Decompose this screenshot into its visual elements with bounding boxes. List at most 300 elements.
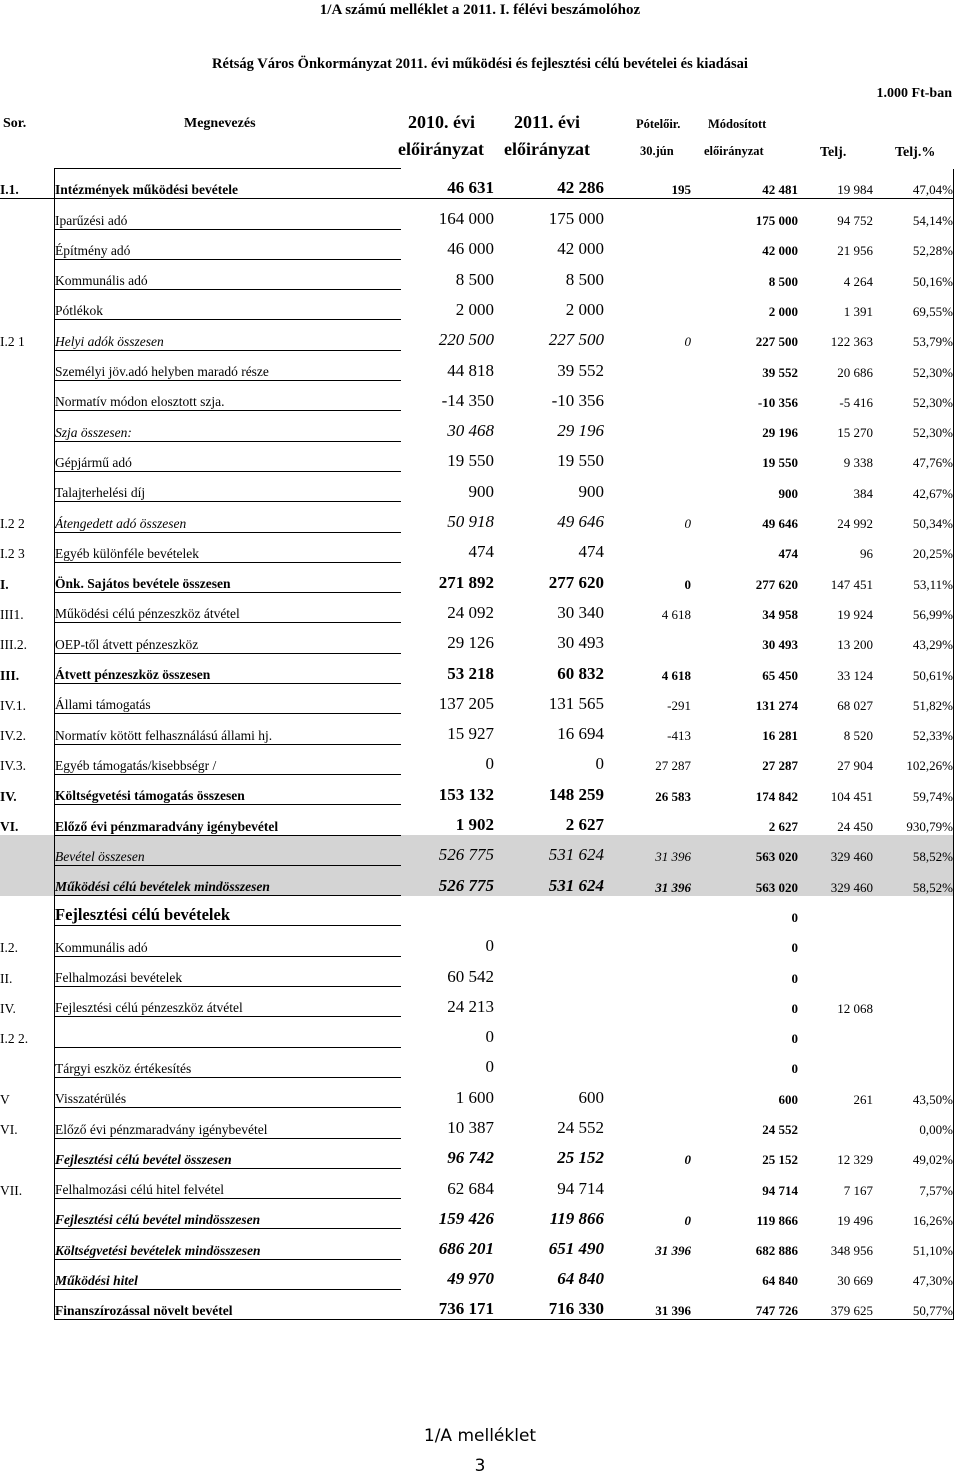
cell-c5: 384	[853, 485, 873, 501]
table-row	[0, 1077, 954, 1107]
cell-sor	[0, 229, 55, 259]
cell-c5	[798, 1017, 873, 1047]
cell-c3: 0	[684, 334, 691, 350]
cell-c3	[604, 623, 691, 653]
cell-c5: 30 669	[837, 1273, 873, 1289]
cell-c4: 0	[791, 970, 798, 986]
cell-c6	[873, 956, 954, 986]
cell-c1: 1 902	[455, 815, 494, 835]
cell-sor	[0, 441, 55, 471]
cell-c2: 277 620	[548, 572, 604, 592]
cell-sor: IV.	[0, 1000, 16, 1016]
budget-table	[0, 168, 954, 1320]
cell-name: Állami támogatás	[55, 684, 402, 714]
table-row	[0, 502, 954, 532]
cell-c2: -10 356	[551, 390, 604, 410]
cell-c3: 4 618	[661, 667, 691, 683]
cell-sor	[0, 290, 55, 320]
col-header-modositott-line2: előirányzat	[704, 144, 764, 158]
cell-c1: 62 684	[447, 1178, 494, 1198]
cell-name: Szja összesen:	[55, 411, 402, 441]
cell-name: Iparűzési adó	[55, 199, 402, 229]
cell-c1: 24 092	[447, 602, 494, 622]
table-row	[0, 229, 954, 259]
cell-name: Működési célú pénzeszköz átvétel	[55, 593, 402, 623]
cell-c6	[873, 1017, 954, 1047]
cell-c6: 43,29%	[873, 623, 954, 653]
cell-c4: 119 866	[756, 1212, 798, 1228]
cell-sor	[0, 896, 55, 926]
cell-c5	[798, 1047, 873, 1077]
cell-c4: 600	[778, 1091, 798, 1107]
cell-c5: 1 391	[843, 303, 873, 319]
table-row	[0, 320, 954, 350]
col-header-potelo-line1: Pótelőir.	[636, 117, 681, 131]
cell-sor	[0, 1199, 55, 1229]
cell-c4: 0	[791, 1061, 798, 1077]
cell-c4: 16 281	[762, 728, 798, 744]
document-title: 1/A számú melléklet a 2011. I. félévi beszámolóhoz	[319, 2, 641, 18]
cell-sor: I.2 1	[0, 334, 25, 350]
cell-c1: 30 468	[447, 421, 494, 441]
cell-sor	[0, 1138, 55, 1168]
cell-sor	[0, 865, 55, 895]
table-row	[0, 1017, 954, 1047]
cell-c4: 0	[791, 940, 798, 956]
cell-c6: 50,34%	[873, 502, 954, 532]
cell-name: Felhalmozási célú hitel felvétel	[55, 1168, 402, 1198]
cell-c1: 0	[485, 1027, 494, 1047]
cell-c5: 19 984	[837, 182, 873, 198]
cell-c4: 682 886	[755, 1243, 798, 1259]
cell-c1: 526 775	[401, 865, 494, 895]
cell-c3	[604, 290, 691, 320]
cell-c6: 0,00%	[873, 1108, 954, 1138]
cell-name: Gépjármű adó	[55, 441, 402, 471]
cell-c5: 21 956	[837, 243, 873, 259]
cell-c1: 0	[485, 754, 494, 774]
cell-sor: V	[0, 1091, 10, 1107]
cell-c2: 16 694	[557, 724, 604, 744]
cell-c3	[604, 987, 691, 1017]
cell-c6: 54,14%	[873, 199, 954, 229]
cell-sor	[0, 471, 55, 501]
cell-sor	[0, 1259, 55, 1289]
table-row	[0, 1259, 954, 1289]
cell-c5: 33 124	[837, 667, 873, 683]
cell-sor: IV.2.	[0, 728, 27, 744]
cell-c6: 47,04%	[873, 169, 954, 199]
cell-c6: 53,11%	[873, 562, 954, 592]
cell-c2: 30 340	[557, 602, 604, 622]
cell-c2: 0	[595, 754, 604, 774]
cell-c5: 12 329	[837, 1152, 873, 1168]
cell-c6: 930,79%	[873, 805, 954, 835]
cell-c5	[798, 956, 873, 986]
cell-name: Átvett pénzeszköz összesen	[55, 653, 402, 683]
cell-c6: 50,61%	[873, 653, 954, 683]
col-header-telj: Telj.	[820, 145, 847, 160]
cell-c3: 31 396	[604, 865, 691, 895]
cell-c5: 96	[860, 546, 873, 562]
cell-name: Finanszírozással növelt bevétel	[55, 1289, 402, 1319]
cell-c5: 20 686	[837, 364, 873, 380]
cell-c3	[604, 471, 691, 501]
cell-sor: I.2.	[0, 940, 18, 956]
table-row	[0, 350, 954, 380]
cell-c6: 52,28%	[873, 229, 954, 259]
col-header-name: Megnevezés	[184, 116, 256, 131]
cell-c3	[604, 956, 691, 986]
cell-c4: 277 620	[755, 576, 798, 592]
table-row	[0, 532, 954, 562]
cell-c4: -10 356	[757, 394, 798, 410]
cell-c3	[604, 441, 691, 471]
cell-c5: 15 270	[837, 425, 873, 441]
footer-label: 1/A melléklet	[423, 1426, 537, 1446]
cell-name: Helyi adók összesen	[55, 320, 402, 350]
cell-c3: 0	[684, 1152, 691, 1168]
cell-c1: 15 927	[447, 724, 494, 744]
cell-c3	[604, 1017, 691, 1047]
cell-name: Egyéb támogatás/kisebbségr /	[55, 744, 402, 774]
cell-c5: 9 338	[843, 455, 873, 471]
cell-c2	[494, 987, 604, 1017]
table-row	[0, 411, 954, 441]
table-row	[0, 199, 954, 229]
cell-c6: 52,30%	[873, 350, 954, 380]
cell-c4: 563 020	[691, 865, 798, 895]
document-subtitle: Rétság Város Önkormányzat 2011. évi működési és fejlesztési célú bevételei és kiadásai	[212, 56, 748, 72]
cell-sor: IV.1.	[0, 697, 27, 713]
cell-c3	[604, 1077, 691, 1107]
cell-c3: 0	[684, 1212, 691, 1228]
cell-c3	[604, 1108, 691, 1138]
cell-sor: VI.	[0, 1122, 18, 1137]
cell-name: Bevétel összesen	[55, 835, 402, 865]
col-header-telj-pct: Telj.%	[895, 145, 936, 160]
cell-c6: 69,55%	[873, 290, 954, 320]
cell-c2: 49 646	[557, 512, 604, 532]
cell-c6: 58,52%	[873, 865, 954, 895]
cell-c4: 24 552	[762, 1122, 798, 1137]
cell-c1: 159 426	[438, 1208, 494, 1228]
cell-c6: 47,76%	[873, 441, 954, 471]
cell-c4: 19 550	[762, 455, 798, 471]
cell-name: Fejlesztési célú bevétel összesen	[55, 1138, 402, 1168]
cell-c5: 7 167	[843, 1182, 873, 1198]
cell-c5: 12 068	[837, 1000, 873, 1016]
cell-c6: 50,77%	[873, 1289, 954, 1319]
cell-c4: 42 000	[762, 243, 798, 259]
cell-c4: 563 020	[691, 835, 798, 865]
table-row	[0, 684, 954, 714]
table-row	[0, 1138, 954, 1168]
cell-c3	[604, 1168, 691, 1198]
cell-c2: 60 832	[557, 663, 604, 683]
cell-sor: IV.	[0, 788, 17, 804]
table-row	[0, 1108, 954, 1138]
cell-name: Intézmények működési bevétele	[55, 169, 402, 199]
cell-c2: 600	[578, 1087, 604, 1107]
cell-c5: 261	[853, 1091, 873, 1107]
cell-c2: 30 493	[557, 633, 604, 653]
cell-c5: 24 450	[837, 819, 873, 835]
table-row	[0, 471, 954, 501]
cell-c5	[798, 926, 873, 956]
cell-c1: 0	[485, 936, 494, 956]
cell-c4: 94 714	[762, 1182, 798, 1198]
cell-c5: -5 416	[839, 394, 873, 410]
cell-name: Egyéb különféle bevételek	[55, 532, 402, 562]
cell-name: Fejlesztési célú bevétel mindösszesen	[55, 1199, 402, 1229]
cell-name: Költségvetési bevételek mindösszesen	[55, 1229, 402, 1259]
cell-c2: 19 550	[557, 451, 604, 471]
cell-sor: III.2.	[0, 637, 27, 653]
cell-sor: I.1.	[0, 182, 19, 198]
cell-c6: 51,82%	[873, 684, 954, 714]
cell-sor: I.2 2	[0, 516, 25, 532]
cell-sor: VI.	[0, 819, 19, 835]
cell-c2: 531 624	[494, 865, 604, 895]
cell-c2: 651 490	[548, 1239, 604, 1259]
cell-c5: 8 520	[843, 728, 873, 744]
cell-c2	[494, 896, 604, 926]
table-row	[0, 714, 954, 744]
cell-c2: 64 840	[557, 1269, 604, 1289]
cell-sor	[0, 1229, 55, 1259]
cell-sor	[0, 411, 55, 441]
cell-c6: 52,30%	[873, 411, 954, 441]
cell-c2: 8 500	[565, 269, 604, 289]
cell-c6: 7,57%	[873, 1168, 954, 1198]
col-header-2011-line2: előirányzat	[504, 139, 590, 159]
table-row	[0, 1289, 954, 1319]
cell-c3: 0	[684, 516, 691, 532]
cell-c2: 39 552	[557, 360, 604, 380]
cell-c4: 42 481	[762, 182, 798, 198]
cell-c3	[604, 259, 691, 289]
cell-c2	[494, 1017, 604, 1047]
cell-c1: 137 205	[438, 693, 494, 713]
cell-c2: 42 000	[557, 239, 604, 259]
cell-c2: 25 152	[557, 1148, 604, 1168]
cell-c5: 13 200	[837, 637, 873, 653]
cell-c3: 31 396	[604, 835, 691, 865]
cell-c2	[494, 1047, 604, 1077]
cell-name: Költségvetési támogatás összesen	[55, 774, 402, 804]
cell-sor	[0, 1289, 55, 1319]
cell-name: Normatív kötött felhasználású állami hj.	[55, 714, 402, 744]
table-row	[0, 653, 954, 683]
cell-name: Átengedett adó összesen	[55, 502, 402, 532]
cell-c6	[873, 896, 954, 926]
cell-c2: 175 000	[494, 199, 604, 229]
cell-c5: 24 992	[837, 516, 873, 532]
cell-c6: 56,99%	[873, 593, 954, 623]
cell-c1: 53 218	[447, 663, 494, 683]
cell-c1: 164 000	[401, 199, 494, 229]
col-header-modositott-line1: Módosított	[708, 117, 767, 131]
cell-c3	[604, 350, 691, 380]
cell-c1: 220 500	[438, 330, 494, 350]
cell-c2	[494, 926, 604, 956]
cell-name: Fejlesztési célú pénzeszköz átvétel	[55, 987, 402, 1017]
cell-c1: 526 775	[401, 835, 494, 865]
cell-c3: 27 287	[655, 758, 691, 774]
cell-c5: 104 451	[830, 788, 873, 804]
cell-c4: 39 552	[762, 364, 798, 380]
cell-c2: 29 196	[557, 421, 604, 441]
cell-c4: 2 627	[768, 819, 798, 835]
table-row	[0, 381, 954, 411]
cell-c6: 43,50%	[873, 1077, 954, 1107]
cell-sor: III1.	[0, 606, 24, 622]
cell-c1: 49 970	[447, 1269, 494, 1289]
table-row	[0, 441, 954, 471]
cell-c5: 4 264	[843, 273, 873, 289]
cell-c2: 94 714	[557, 1178, 604, 1198]
cell-c6	[873, 987, 954, 1017]
cell-c3: 31 396	[655, 1243, 691, 1259]
cell-c4: 34 958	[762, 606, 798, 622]
cell-c3: 31 396	[604, 1289, 691, 1319]
cell-c1: 271 892	[438, 572, 494, 592]
table-row	[0, 1229, 954, 1259]
table-row	[0, 623, 954, 653]
cell-sor	[0, 350, 55, 380]
cell-c6: 47,30%	[873, 1259, 954, 1289]
cell-c1: 24 213	[447, 996, 494, 1016]
cell-c6: 58,52%	[873, 835, 954, 865]
cell-name: Kommunális adó	[55, 926, 402, 956]
cell-c1: 96 742	[447, 1148, 494, 1168]
cell-sor: I.2 3	[0, 546, 25, 562]
cell-c1: 474	[468, 542, 494, 562]
cell-c4: 900	[778, 485, 798, 501]
cell-c3	[604, 805, 691, 835]
cell-c1: -14 350	[441, 390, 494, 410]
col-header-2010-line1: 2010. évi	[408, 112, 475, 132]
cell-name: Tárgyi eszköz értékesítés	[55, 1047, 402, 1077]
cell-c4: 175 000	[691, 199, 798, 229]
cell-sor	[0, 1047, 55, 1077]
cell-c6: 59,74%	[873, 774, 954, 804]
cell-name: Normatív módon elosztott szja.	[55, 381, 402, 411]
cell-name: Működési hitel	[55, 1259, 402, 1289]
cell-name: Személyi jöv.adó helyben maradó része	[55, 350, 402, 380]
cell-c1: 0	[485, 1057, 494, 1077]
cell-c2: 227 500	[548, 330, 604, 350]
cell-c4: 174 842	[755, 788, 798, 804]
cell-c2: 131 565	[548, 693, 604, 713]
cell-name: Fejlesztési célú bevételek	[55, 896, 402, 926]
cell-name: Pótlékok	[55, 290, 402, 320]
cell-c3: -413	[667, 728, 691, 744]
cell-c5: 19 496	[837, 1212, 873, 1228]
cell-c5: 329 460	[798, 835, 873, 865]
cell-c2: 42 286	[557, 178, 604, 198]
cell-c3	[604, 926, 691, 956]
cell-c1: 1 600	[455, 1087, 494, 1107]
cell-c4: 30 493	[762, 637, 798, 653]
cell-c3	[604, 1047, 691, 1077]
cell-c2: 2 627	[565, 815, 604, 835]
col-header-potelo-line2: 30.jún	[640, 144, 674, 158]
cell-c1: 2 000	[455, 299, 494, 319]
cell-sor: IV.3.	[0, 758, 27, 774]
cell-c4: 2 000	[768, 303, 798, 319]
cell-c6: 42,67%	[873, 471, 954, 501]
cell-c6: 50,16%	[873, 259, 954, 289]
col-header-2010-line2: előirányzat	[398, 139, 484, 159]
table-row	[0, 290, 954, 320]
table-row	[0, 562, 954, 592]
table-row	[0, 956, 954, 986]
cell-name: Visszatérülés	[55, 1077, 402, 1107]
cell-c2: 474	[578, 542, 604, 562]
cell-c4: 29 196	[762, 425, 798, 441]
cell-c2: 24 552	[557, 1118, 604, 1137]
cell-c4: 474	[778, 546, 798, 562]
cell-c6: 51,10%	[873, 1229, 954, 1259]
cell-name: Előző évi pénzmaradvány igénybevétel	[55, 1108, 402, 1138]
cell-c6: 16,26%	[873, 1199, 954, 1229]
table-row	[0, 896, 954, 926]
cell-c4: 0	[791, 1000, 798, 1016]
table-row	[0, 774, 954, 804]
table-row	[0, 744, 954, 774]
table-row	[0, 987, 954, 1017]
cell-name: Működési célú bevételek mindösszesen	[55, 865, 402, 895]
cell-c1: 46 631	[447, 178, 494, 198]
cell-c3	[604, 896, 691, 926]
cell-c6: 52,33%	[873, 714, 954, 744]
cell-c4: 747 726	[691, 1289, 798, 1319]
cell-c4: 25 152	[762, 1152, 798, 1168]
col-header-2011-line1: 2011. évi	[514, 112, 580, 132]
cell-c2: 900	[578, 481, 604, 501]
table-row	[0, 169, 954, 199]
cell-c6	[873, 1047, 954, 1077]
cell-c1: 8 500	[455, 269, 494, 289]
cell-c4: 64 840	[762, 1273, 798, 1289]
cell-sor: VII.	[0, 1182, 23, 1198]
cell-c2: 148 259	[548, 784, 604, 804]
table-row	[0, 1047, 954, 1077]
cell-name: Önk. Sajátos bevétele összesen	[55, 562, 402, 592]
cell-c1	[401, 896, 494, 926]
cell-c3	[604, 229, 691, 259]
cell-c5: 68 027	[837, 697, 873, 713]
cell-c4: 131 274	[755, 697, 798, 713]
cell-c2	[494, 956, 604, 986]
cell-c3	[604, 381, 691, 411]
cell-c6: 20,25%	[873, 532, 954, 562]
table-row	[0, 835, 954, 865]
cell-c5: 379 625	[798, 1289, 873, 1319]
cell-c6: 52,30%	[873, 381, 954, 411]
unit-label: 1.000 Ft-ban	[876, 86, 952, 101]
cell-name: Építmény adó	[55, 229, 402, 259]
cell-c5	[798, 896, 873, 926]
table-row	[0, 1199, 954, 1229]
cell-name: OEP-től átvett pénzeszköz	[55, 623, 402, 653]
cell-c5: 19 924	[837, 606, 873, 622]
cell-sor	[0, 199, 55, 229]
cell-sor: II.	[0, 970, 13, 986]
cell-c4: 65 450	[762, 667, 798, 683]
